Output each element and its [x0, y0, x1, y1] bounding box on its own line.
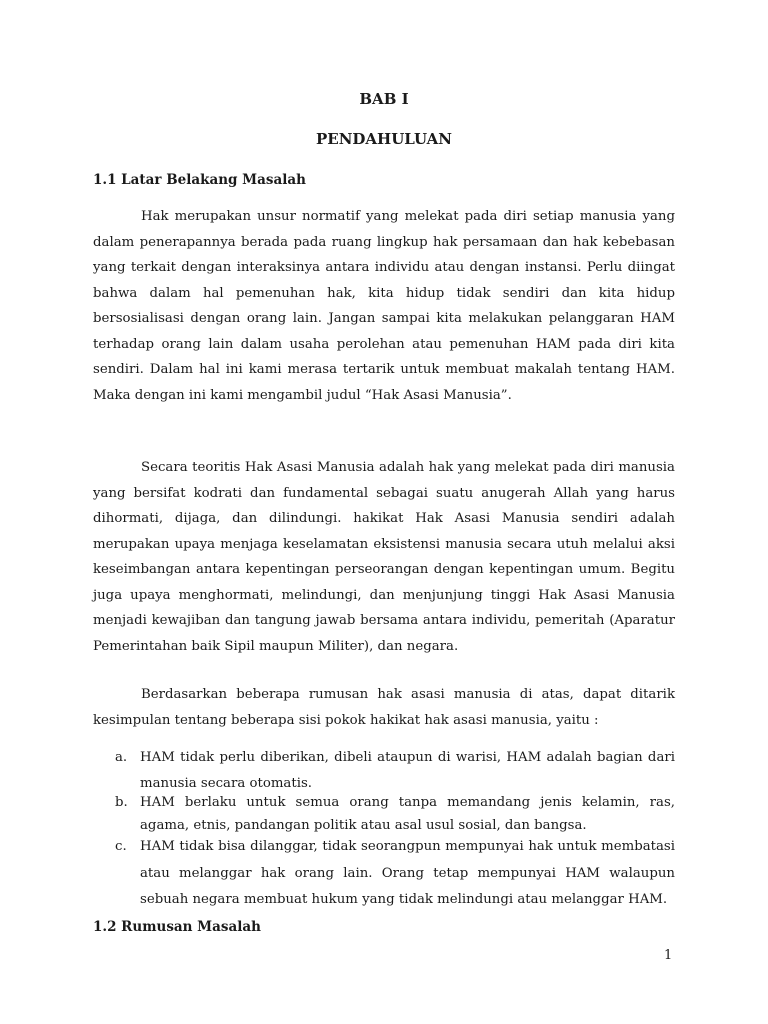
list-item — [93, 834, 675, 914]
list-item — [93, 745, 675, 797]
paragraph-2 — [93, 455, 675, 659]
chapter-title: PENDAHULUAN — [315, 130, 453, 148]
list-item-text: HAM tidak perlu diberikan, dibeli ataupun di warisi, HAM adalah bagian dari manusia secara otomatis. — [140, 750, 675, 791]
paragraph-1 — [93, 204, 675, 408]
list-marker: c. — [115, 839, 127, 854]
paragraph-2-text: Secara teoritis Hak Asasi Manusia adalah hak yang melekat pada diri manusia yang bersifat kodrati dan fundamental sebagai suatu anugerah Allah yang harus dihormati, dijaga, dan dilindungi. hakikat Hak Asasi Manusia sendiri adalah merupakan upaya menjaga keselamatan eksistensi manusia secara utuh melalui aksi keseimbangan antara kepentingan perseorangan dengan kepentingan umum. Begitu juga upaya menghormati, melindungi, dan menjunjung tinggi Hak Asasi Manusia menjadi kewajiban dan tangung jawab bersama antara individu, pemeritah (Aparatur Pemerintahan baik Sipil maupun Militer), dan negara. — [93, 460, 675, 654]
section-heading-2: 1.2 Rumusan Masalah — [93, 919, 261, 935]
paragraph-1-text: Hak merupakan unsur normatif yang melekat pada diri setiap manusia yang dalam penerapannya berada pada ruang lingkup hak persamaan dan hak kebebasan yang terkait dengan interaksinya antara individu atau dengan instansi. Perlu diingat bahwa dalam hal pemenuhan hak, kita hidup tidak sendiri dan kita hidup bersosialisasi dengan orang lain. Jangan sampai kita melakukan pelanggaran HAM terhadap orang lain dalam usaha perolehan atau pemenuhan HAM pada diri kita sendiri. Dalam hal ini kami merasa tertarik untuk membuat makalah tentang HAM. Maka dengan ini kami mengambil judul “Hak Asasi Manusia”. — [93, 209, 675, 403]
list-item-text: HAM tidak bisa dilanggar, tidak seorangpun mempunyai hak untuk membatasi atau melanggar hak orang lain. Orang tetap mempunyai HAM walaupun sebuah negara membuat hukum yang tidak melindungi atau melanggar HAM. — [140, 839, 675, 907]
list-item — [93, 791, 675, 837]
chapter-label: BAB I — [359, 90, 409, 108]
list-marker: a. — [115, 750, 128, 765]
list-marker: b. — [115, 795, 128, 810]
key-points-list — [93, 745, 675, 914]
list-item-text: HAM berlaku untuk semua orang tanpa memandang jenis kelamin, ras, agama, etnis, pandangan politik atau asal usul sosial, dan bangsa. — [140, 795, 675, 833]
paragraph-3 — [93, 682, 675, 733]
section-heading-1: 1.1 Latar Belakang Masalah — [93, 172, 306, 188]
paragraph-3-text: Berdasarkan beberapa rumusan hak asasi manusia di atas, dapat ditarik kesimpulan tentang beberapa sisi pokok hakikat hak asasi manusia, yaitu : — [93, 687, 675, 728]
page-number: 1 — [664, 948, 673, 963]
